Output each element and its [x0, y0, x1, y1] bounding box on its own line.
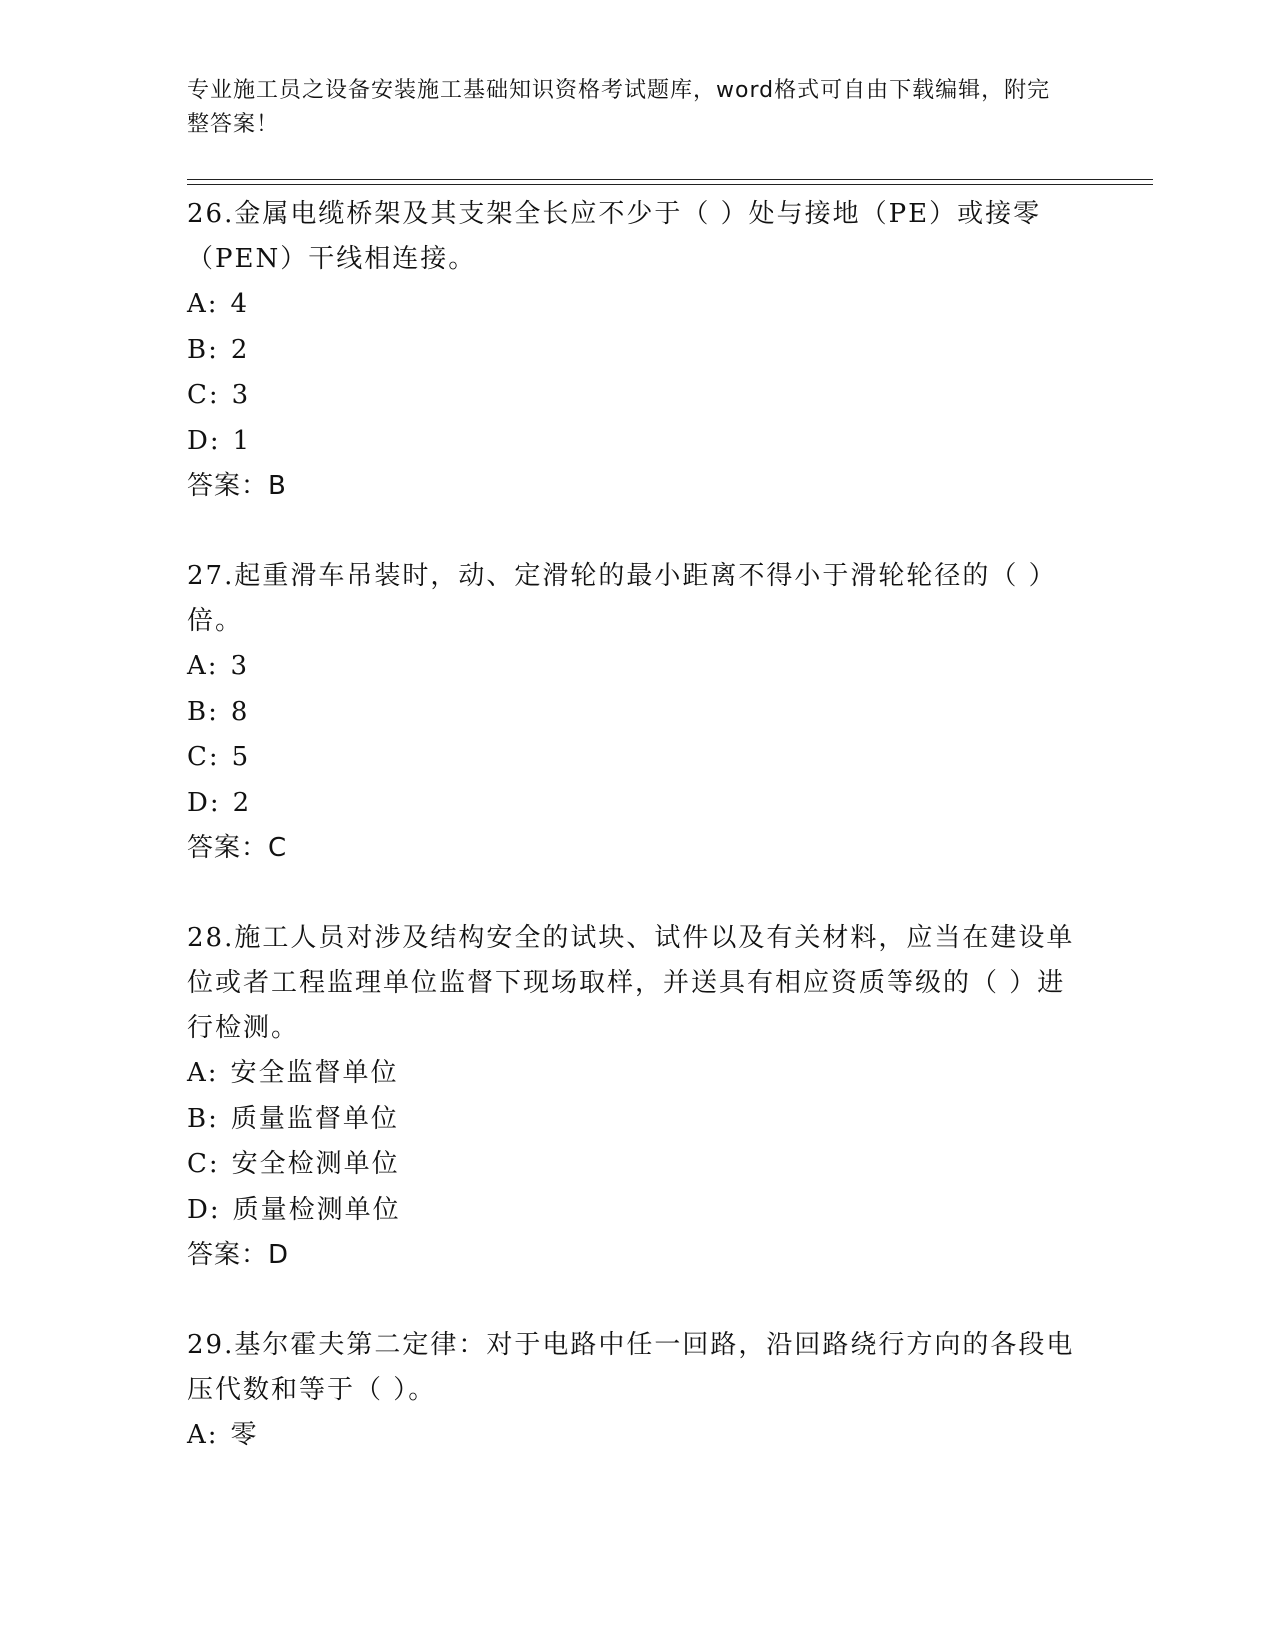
- option-letter: B: [187, 1103, 209, 1134]
- option-separator: :: [208, 1149, 220, 1179]
- option-line: [187, 328, 1087, 374]
- option-letter: C: [187, 742, 209, 772]
- question-spacer: [187, 509, 1087, 554]
- option-line: [187, 1413, 1087, 1459]
- question-list: [187, 192, 1087, 1459]
- option-letter: D: [187, 787, 210, 818]
- option-value: 质量检测单位: [232, 1194, 401, 1225]
- option-separator: :: [209, 425, 221, 456]
- question-text: 27.起重滑车吊装时，动、定滑轮的最小距离不得小于滑轮轮径的（ ）倍。: [187, 561, 1057, 636]
- option-separator: :: [207, 651, 219, 681]
- option-separator: :: [208, 742, 220, 772]
- option-value: 2: [232, 787, 252, 818]
- option-line: [187, 373, 1087, 419]
- option-letter: D: [187, 425, 210, 456]
- option-value: 3: [230, 651, 250, 681]
- question-item: [187, 192, 1087, 509]
- option-separator: :: [208, 1103, 219, 1134]
- option-letter: B: [187, 696, 209, 727]
- option-value: 1: [232, 425, 252, 456]
- answer-line: 答案：D: [187, 1240, 290, 1270]
- question-item: [187, 554, 1087, 871]
- question-item: [187, 916, 1087, 1278]
- option-separator: :: [209, 787, 221, 818]
- option-line: [187, 735, 1087, 781]
- option-letter: D: [187, 1194, 210, 1225]
- option-letter: A: [187, 1058, 208, 1088]
- question-text: 29.基尔霍夫第二定律：对于电路中任一回路，沿回路绕行方向的各段电压代数和等于（ ）。: [187, 1330, 1075, 1405]
- option-line: [187, 419, 1087, 465]
- answer-line: 答案：C: [187, 833, 288, 863]
- option-value: 5: [231, 742, 251, 772]
- option-value: 2: [230, 334, 250, 365]
- question-text: 28.施工人员对涉及结构安全的试块、试件以及有关材料，应当在建设单位或者工程监理单位监督下现场取样，并送具有相应资质等级的（ ）进行检测。: [187, 923, 1075, 1043]
- option-separator: :: [209, 1194, 221, 1225]
- option-line: [187, 1142, 1087, 1188]
- answer-line: 答案：B: [187, 471, 287, 501]
- option-value: 4: [230, 289, 250, 319]
- option-line: [187, 644, 1087, 690]
- option-letter: A: [187, 289, 208, 319]
- option-letter: C: [187, 1149, 209, 1179]
- option-line: [187, 1097, 1087, 1143]
- option-value: 安全监督单位: [230, 1058, 399, 1088]
- option-value: 零: [230, 1420, 259, 1450]
- option-separator: :: [207, 1420, 219, 1450]
- option-value: 8: [230, 696, 250, 727]
- header-divider-bottom: [187, 184, 1153, 185]
- question-text: 26.金属电缆桥架及其支架全长应不少于（ ）处与接地（PE）或接零（PEN）干线相连接。: [187, 199, 1042, 274]
- question-spacer: [187, 1278, 1087, 1323]
- option-separator: :: [207, 289, 219, 319]
- option-line: [187, 781, 1087, 827]
- option-separator: :: [208, 696, 219, 727]
- option-separator: :: [208, 334, 219, 365]
- option-separator: :: [207, 1058, 219, 1088]
- option-letter: A: [187, 1420, 208, 1450]
- option-value: 3: [231, 380, 251, 410]
- question-spacer: [187, 871, 1087, 916]
- option-line: [187, 690, 1087, 736]
- option-letter: C: [187, 380, 209, 410]
- option-separator: :: [208, 380, 220, 410]
- header-divider-top: [187, 179, 1153, 180]
- option-value: 安全检测单位: [231, 1149, 400, 1179]
- document-header: 专业施工员之设备安装施工基础知识资格考试题库，word格式可自由下载编辑，附完整答案！: [187, 78, 1051, 137]
- option-letter: A: [187, 651, 208, 681]
- question-item: [187, 1323, 1087, 1459]
- option-line: [187, 1051, 1087, 1097]
- option-letter: B: [187, 334, 209, 365]
- option-line: [187, 1188, 1087, 1234]
- option-line: [187, 282, 1087, 328]
- option-value: 质量监督单位: [230, 1103, 399, 1134]
